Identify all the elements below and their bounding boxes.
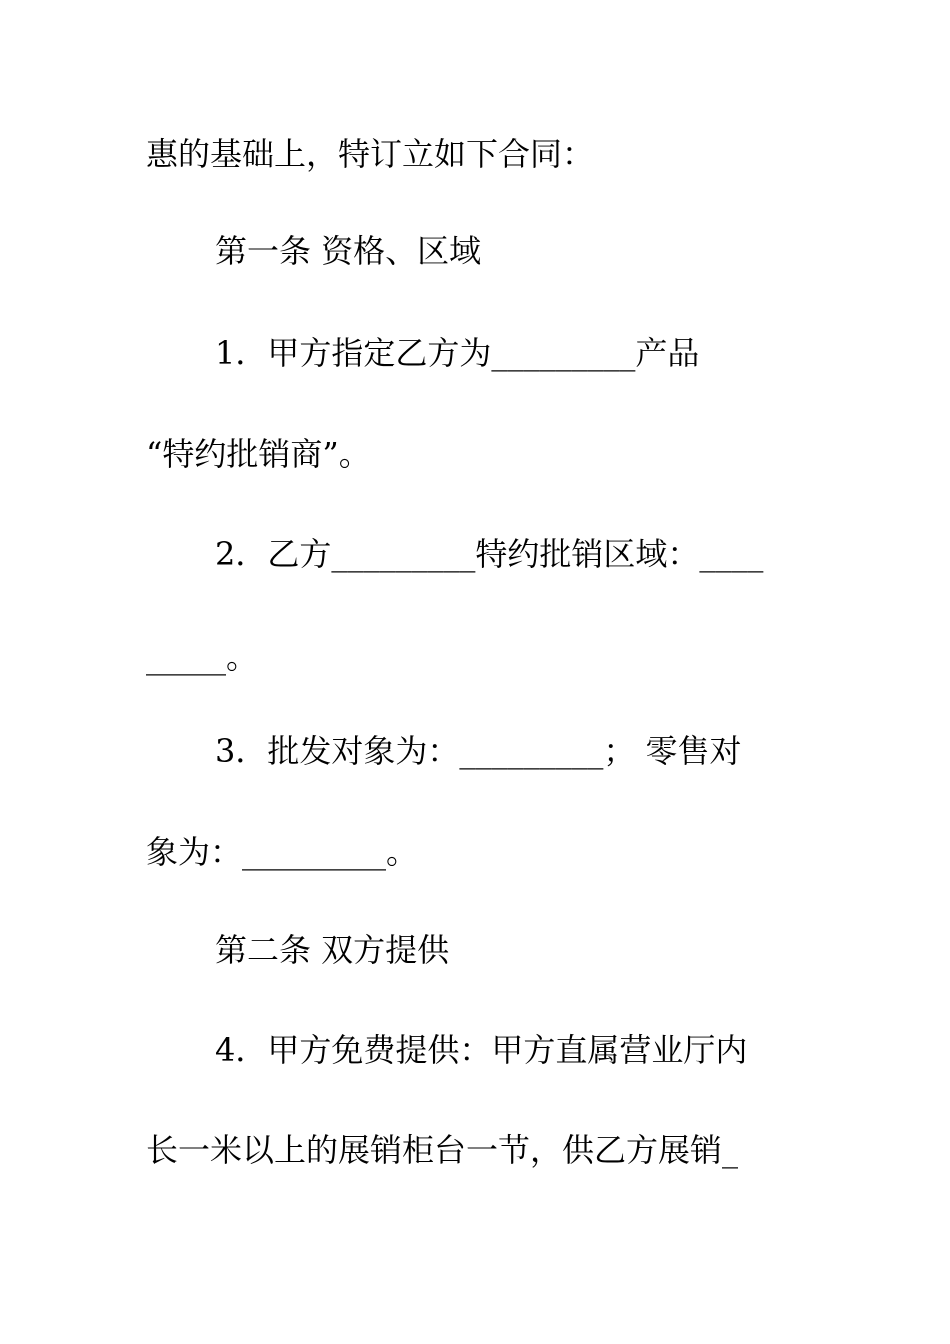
article-heading: 第一条 资格、区域 [215, 232, 482, 270]
clause-line: 4．甲方免费提供：甲方直属营业厅内 [215, 1031, 748, 1069]
paragraph-line: 长一米以上的展销柜台一节，供乙方展销_ [146, 1131, 739, 1169]
paragraph-line: 惠的基础上，特订立如下合同： [146, 135, 595, 173]
clause-line: 1．甲方指定乙方为_________产品 [215, 334, 700, 372]
paragraph-line: 象为：_________。 [146, 833, 419, 871]
clause-line: 2．乙方_________特约批销区域：____ [215, 535, 764, 573]
paragraph-line: _____。 [146, 638, 259, 676]
paragraph-line: “特约批销商”。 [146, 435, 371, 473]
clause-line: 3．批发对象为：_________； 零售对 [215, 732, 742, 770]
article-heading: 第二条 双方提供 [215, 931, 450, 969]
